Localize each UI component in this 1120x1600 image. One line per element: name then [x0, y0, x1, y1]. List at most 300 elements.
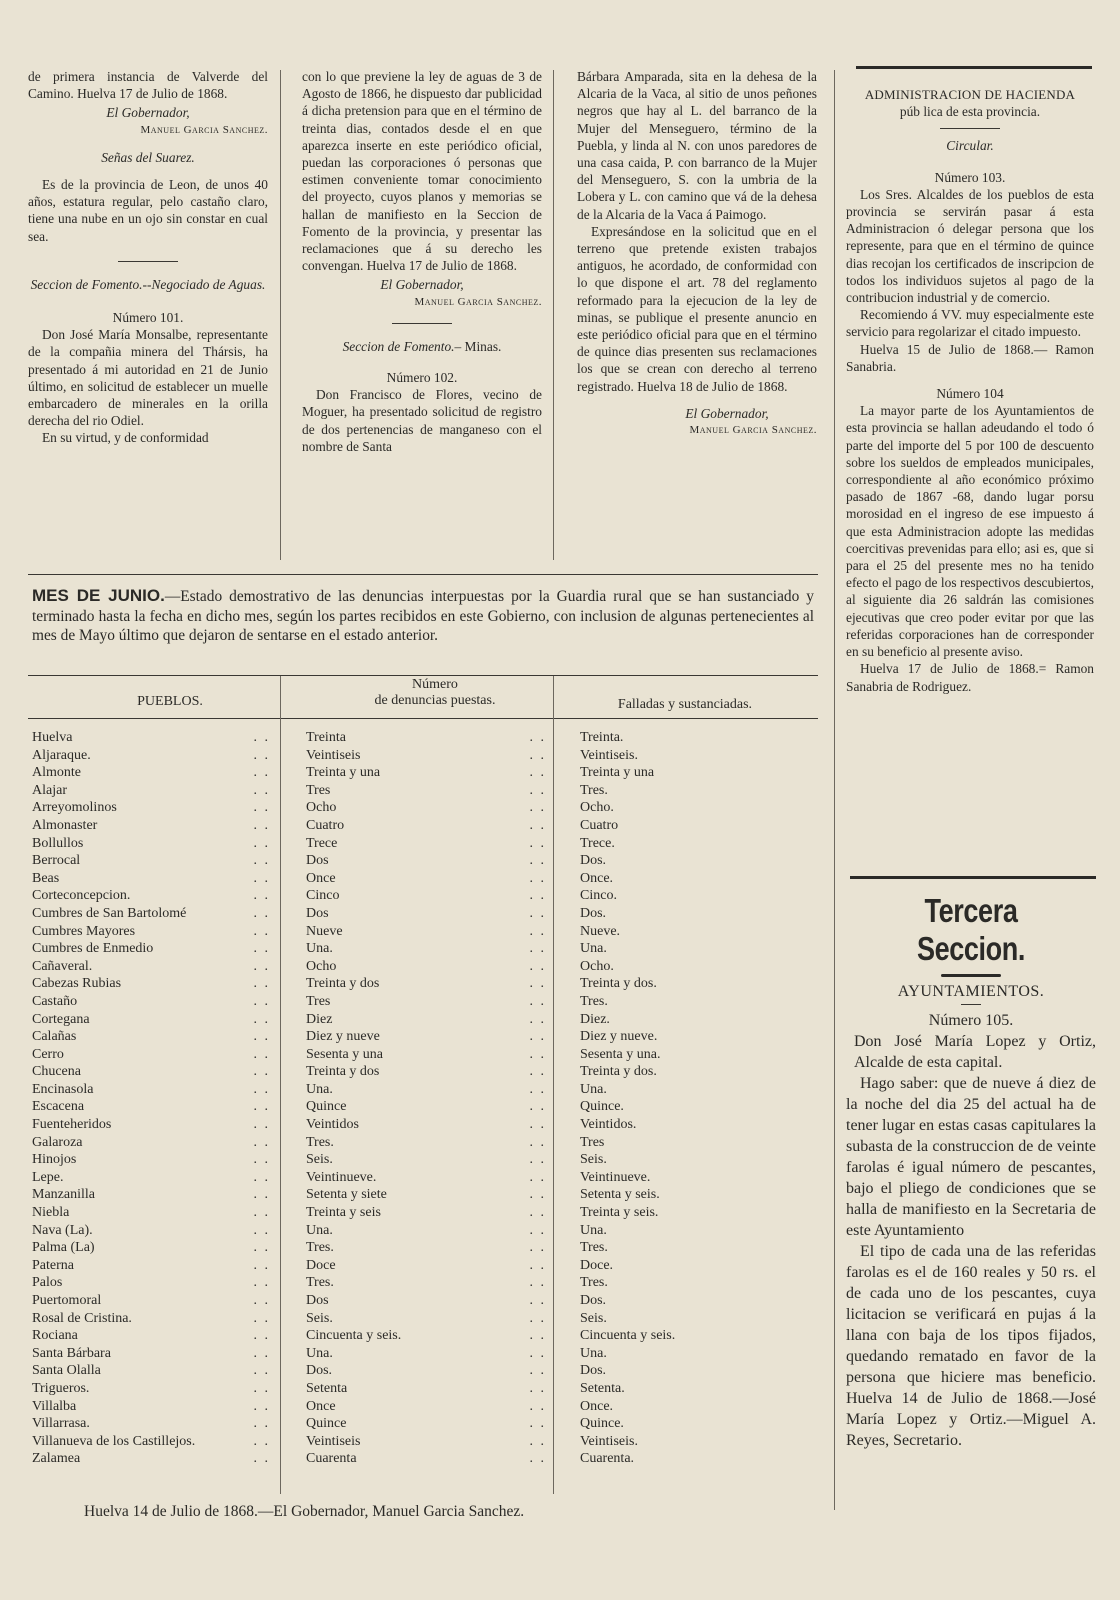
col4-heading: ADMINISTRACION DE HACIENDA	[864, 87, 1076, 102]
col1-section-heading: Seccion de Fomento.--Negociado de Aguas.	[30, 276, 266, 292]
table-row	[580, 747, 812, 765]
table-cell-pueblo: Alajar	[32, 782, 67, 798]
table-row	[306, 1098, 546, 1116]
table-row	[306, 1415, 546, 1433]
table-row	[32, 958, 270, 976]
table-row	[306, 958, 546, 976]
column-rule	[280, 70, 281, 560]
table-cell-falladas: Treinta.	[580, 730, 624, 745]
table-cell-falladas: Once.	[580, 1398, 614, 1414]
leader-dots: . .	[529, 958, 546, 974]
table-cell-pueblo: Bollullos	[32, 835, 84, 851]
table-row	[580, 1169, 812, 1187]
leader-dots: . .	[529, 1293, 546, 1308]
table-cell-falladas: Ocho.	[580, 958, 614, 974]
table-row	[32, 1046, 270, 1064]
table-row	[580, 1186, 812, 1204]
table-cell-falladas: Tres.	[580, 782, 608, 798]
table-cell-falladas: Ocho.	[580, 800, 614, 816]
table-row	[306, 975, 546, 993]
table-cell-falladas: Setenta.	[580, 1380, 625, 1396]
col2-section-sub: – Minas.	[454, 338, 502, 354]
header-numero-line2: de denuncias puestas.	[374, 693, 496, 708]
leader-dots: . .	[529, 905, 546, 921]
leader-dots: . .	[529, 1451, 546, 1467]
table-row	[306, 993, 546, 1011]
table-cell-pueblo: Puertomoral	[32, 1293, 102, 1308]
leader-dots: . .	[529, 835, 546, 851]
leader-dots: . .	[253, 1451, 270, 1467]
table-cell-puestas: Diez	[306, 1011, 333, 1027]
table-cell-pueblo: Aljaraque.	[32, 747, 91, 763]
table-cell-pueblo: Castaño	[32, 993, 78, 1009]
column-rule	[834, 70, 835, 1510]
table-row	[580, 1011, 812, 1029]
leader-dots: . .	[529, 1187, 546, 1203]
table-row	[580, 1274, 812, 1292]
header-numero-line1: Número	[412, 677, 458, 692]
table-row	[580, 835, 812, 853]
table-row	[580, 870, 812, 888]
table-row	[32, 1063, 270, 1081]
leader-dots: . .	[529, 1117, 546, 1133]
leader-dots: . .	[253, 1064, 270, 1080]
leader-dots: . .	[529, 1222, 546, 1238]
table-row	[32, 1345, 270, 1363]
table-row	[306, 729, 546, 747]
table-row	[32, 1186, 270, 1204]
leader-dots: . .	[253, 1134, 270, 1150]
table-cell-pueblo: Palma (La)	[32, 1240, 95, 1256]
table-cell-pueblo: Cumbres de San Bartolomé	[32, 905, 187, 921]
table-cell-puestas: Treinta y dos	[306, 976, 380, 992]
leader-dots: . .	[529, 923, 546, 939]
leader-dots: . .	[253, 1416, 270, 1432]
table-row	[306, 799, 546, 817]
table-cell-falladas: Una.	[580, 1345, 607, 1361]
table-cell-falladas: Una.	[580, 1222, 607, 1238]
puestas-column	[306, 729, 546, 1468]
table-row	[32, 1380, 270, 1398]
table-cell-puestas: Treinta	[306, 730, 346, 745]
table-row	[32, 887, 270, 905]
table-row	[32, 852, 270, 870]
table-row	[580, 1204, 812, 1222]
leader-dots: . .	[529, 765, 546, 781]
table-cell-puestas: Cuatro	[306, 817, 345, 833]
table-row	[580, 923, 812, 941]
table-cell-falladas: Treinta y dos.	[580, 1064, 657, 1080]
table-row	[580, 993, 812, 1011]
ornament-rule	[941, 974, 1001, 977]
heavy-rule	[856, 66, 1092, 69]
table-row	[32, 1257, 270, 1275]
leader-dots: . .	[253, 1099, 270, 1115]
table-cell-pueblo: Palos	[32, 1275, 63, 1291]
table-row	[306, 764, 546, 782]
col1-intro: de primera instancia de Valverde del Camino. Huelva 17 de Julio de 1868.	[28, 69, 268, 102]
leader-dots: . .	[253, 835, 270, 851]
table-cell-falladas: Dos.	[580, 853, 607, 869]
leader-dots: . .	[253, 1328, 270, 1344]
header-numero	[330, 677, 540, 709]
col2-numero: Número 102.	[386, 370, 458, 386]
table-row	[32, 993, 270, 1011]
table-cell-puestas: Tres.	[306, 1240, 334, 1256]
table-row	[306, 1222, 546, 1240]
leader-dots: . .	[529, 1046, 546, 1062]
table-row	[306, 1011, 546, 1029]
col4-p6: Don José María Lopez y Ortiz, Alcalde de esta capital.	[854, 1033, 1096, 1071]
table-cell-falladas: Dos.	[580, 905, 607, 921]
leader-dots: . .	[529, 888, 546, 904]
leader-dots: . .	[529, 1205, 546, 1221]
table-row	[32, 817, 270, 835]
table-row	[306, 1433, 546, 1451]
table-cell-puestas: Treinta y dos	[306, 1064, 380, 1080]
table-row	[306, 923, 546, 941]
table-cell-pueblo: Cortegana	[32, 1011, 90, 1027]
table-column-rule	[280, 676, 281, 1494]
header-falladas: Falladas y sustanciadas.	[617, 697, 753, 712]
leader-dots: . .	[529, 747, 546, 763]
leader-dots: . .	[529, 1169, 546, 1185]
leader-dots: . .	[529, 1345, 546, 1361]
table-cell-falladas: Cuarenta.	[580, 1451, 635, 1467]
table-cell-pueblo: Cumbres Mayores	[32, 923, 136, 939]
col1-signature-name: Manuel Garcia Sanchez.	[140, 123, 268, 136]
table-cell-puestas: Treinta y una	[306, 765, 381, 781]
table-cell-puestas: Veintiseis	[306, 747, 361, 763]
table-cell-puestas: Ocho	[306, 800, 337, 816]
table-cell-falladas: Tres.	[580, 1240, 608, 1256]
table-cell-pueblo: Paterna	[32, 1257, 74, 1273]
table-cell-pueblo: Manzanilla	[32, 1187, 95, 1203]
table-cell-puestas: Dos	[306, 853, 329, 869]
column-4	[846, 86, 1094, 695]
leader-dots: . .	[253, 905, 270, 921]
col2-signature-title: El Gobernador,	[380, 277, 464, 293]
table-row	[306, 1327, 546, 1345]
leader-dots: . .	[253, 1187, 270, 1203]
table-cell-pueblo: Santa Olalla	[32, 1363, 101, 1379]
leader-dots: . .	[529, 1257, 546, 1273]
leader-dots: . .	[529, 1152, 546, 1168]
table-row	[32, 1134, 270, 1152]
table-cell-puestas: Tres.	[306, 1275, 334, 1291]
table-row	[32, 940, 270, 958]
col1-body: Don José María Monsalbe, representante de la compañia minera del Thársis, ha presentado á mi autoridad en 21 de Junio último, en solicitud de establecer un muelle embarcadero de minerales en la orilla derecha del rio Odiel.	[28, 327, 268, 429]
table-row	[580, 887, 812, 905]
table-cell-puestas: Once	[306, 870, 336, 886]
table-row	[306, 1274, 546, 1292]
leader-dots: . .	[253, 1169, 270, 1185]
leader-dots: . .	[529, 1416, 546, 1432]
table-row	[32, 1398, 270, 1416]
leader-dots: . .	[253, 817, 270, 833]
leader-dots: . .	[529, 817, 546, 833]
table-cell-falladas: Setenta y seis.	[580, 1187, 660, 1203]
col4-numero-103: Número 103.	[934, 169, 1006, 185]
table-header-rule-bottom	[28, 718, 818, 719]
table-cell-puestas: Quince	[306, 1416, 347, 1432]
leader-dots: . .	[253, 1240, 270, 1256]
table-row	[32, 729, 270, 747]
table-cell-falladas: Treinta y seis.	[580, 1205, 659, 1221]
table-row	[306, 835, 546, 853]
estado-heading	[32, 586, 814, 646]
table-cell-pueblo: Villalba	[32, 1398, 77, 1414]
table-row	[32, 870, 270, 888]
leader-dots: . .	[529, 1398, 546, 1414]
leader-dots: . .	[253, 1398, 270, 1414]
leader-dots: . .	[529, 1011, 546, 1027]
table-rule-top	[28, 574, 818, 575]
leader-dots: . .	[253, 1275, 270, 1291]
table-cell-falladas: Una.	[580, 941, 607, 957]
leader-dots: . .	[253, 1081, 270, 1097]
table-row	[306, 1257, 546, 1275]
leader-dots: . .	[529, 782, 546, 798]
col2-section-heading	[302, 338, 542, 355]
col4-p3: Huelva 15 de Julio de 1868.— Ramon Sanabria.	[846, 341, 1094, 374]
table-row	[32, 1098, 270, 1116]
leader-dots: . .	[529, 1081, 546, 1097]
table-row	[580, 1098, 812, 1116]
col4-circular: Circular.	[946, 138, 994, 154]
leader-dots: . .	[253, 853, 270, 869]
col3-text: Bárbara Amparada, sita en la dehesa de la Alcaria de la Vaca, al sitio de unos peñones negros que hay al L. del barranco de la Mujer del Menseguero, término de la Puebla, y linda al N. con unos paredores de una casa caida, P. con barranco de la Mujer del Menseguero, S. con la umbria de la Lobera y L. con camino que vá de la dehesa de la Alcaria de la Vaca á Paimogo.	[577, 69, 817, 222]
leader-dots: . .	[253, 1152, 270, 1168]
table-row	[580, 729, 812, 747]
col2-body: Don Francisco de Flores, vecino de Moguer, ha presentado solicitud de registro de dos pertenencias de manganeso con el nombre de Santa	[302, 387, 542, 454]
table-row	[580, 958, 812, 976]
table-row	[580, 1327, 812, 1345]
table-cell-puestas: Tres.	[306, 1134, 334, 1150]
table-row	[580, 1028, 812, 1046]
table-row	[580, 1116, 812, 1134]
leader-dots: . .	[253, 1433, 270, 1449]
col2-text: con lo que previene la ley de aguas de 3 de Agosto de 1866, he dispuesto dar publicidad á dicha pretension para que en el término de treinta dias, contados desde el en que aparezca inserte en este periódico oficial, puedan las corporaciones ó personas que estimen conveniente tomar conocimiento del proyecto, cuyos planos y memorias se hallan de manifiesto en la Seccion de Fomento de la provincia, y presentar las reclamaciones que á su derecho les convengan. Huelva 17 de Julio de 1868.	[302, 69, 542, 274]
table-cell-falladas: Once.	[580, 870, 614, 886]
leader-dots: . .	[529, 941, 546, 957]
table-cell-pueblo: Arreyomolinos	[32, 800, 117, 816]
header-pueblos: PUEBLOS.	[137, 694, 203, 709]
table-row	[306, 1239, 546, 1257]
table-cell-pueblo: Encinasola	[32, 1081, 94, 1097]
column-3	[577, 68, 817, 439]
table-cell-pueblo: Cabezas Rubias	[32, 976, 122, 992]
table-cell-falladas: Cincuenta y seis.	[580, 1328, 676, 1344]
table-cell-falladas: Tres.	[580, 1275, 608, 1291]
table-row	[32, 1362, 270, 1380]
leader-dots: . .	[529, 1134, 546, 1150]
table-row	[32, 764, 270, 782]
table-row	[306, 887, 546, 905]
table-row	[32, 1433, 270, 1451]
table-row	[32, 1415, 270, 1433]
col4-p1: Los Sres. Alcaldes de los pueblos de esta provincia se servirán pasar á esta Administracion ó delegar persona que los represente, para que en el término de quince dias recojan los certificados de inscripcion de todos los individuos sujetos al pago de la contribucion industrial y de comercio.	[846, 186, 1094, 306]
leader-dots: . .	[529, 853, 546, 869]
leader-dots: . .	[529, 1328, 546, 1344]
table-row	[580, 1415, 812, 1433]
table-cell-pueblo: Huelva	[32, 730, 73, 745]
table-row	[306, 747, 546, 765]
table-row	[32, 747, 270, 765]
table-row	[580, 1081, 812, 1099]
col3-signature-title: El Gobernador,	[685, 405, 769, 421]
col2-section-title: Seccion de Fomento.	[342, 338, 455, 354]
table-row	[32, 923, 270, 941]
table-cell-falladas: Diez.	[580, 1011, 610, 1027]
table-cell-pueblo: Almonaster	[32, 817, 98, 833]
table-row	[32, 1310, 270, 1328]
table-cell-puestas: Tres	[306, 993, 331, 1009]
column-2	[302, 68, 542, 455]
estado-text: —Estado demostrativo de las denuncias interpuestas por la Guardia rural que se han sustanciado y terminado hasta la fecha en dicho mes, según los partes recibidos en este Gobierno, con inclusion de algunas pertenecientes al mes de Mayo último que dejaron de sentarse en el estado anterior.	[32, 588, 814, 644]
table-row	[306, 905, 546, 923]
leader-dots: . .	[253, 747, 270, 763]
table-row	[32, 1222, 270, 1240]
leader-dots: . .	[529, 1240, 546, 1256]
leader-dots: . .	[529, 870, 546, 886]
col4-p8: El tipo de cada una de las referidas farolas es el de 160 reales y 50 rs. el de cada uno de los pescantes, cuya licitacion se verificará en pujas á la llana con baja de los tipos fijados, quedando rematado en favor de la persona que hiciere mas beneficio. Huelva 14 de Julio de 1868.—José María Lopez y Ortiz.—Miguel A. Reyes, Secretario.	[846, 1243, 1096, 1449]
table-row	[580, 782, 812, 800]
table-cell-pueblo: Rosal de Cristina.	[32, 1310, 132, 1326]
table-row	[580, 1345, 812, 1363]
col1-signature-title: El Gobernador,	[106, 105, 190, 121]
leader-dots: . .	[253, 958, 270, 974]
leader-dots: . .	[253, 1029, 270, 1045]
table-row	[306, 1134, 546, 1152]
col1-senas-heading: Señas del Suarez.	[101, 149, 195, 165]
leader-dots: . .	[529, 1064, 546, 1080]
table-cell-puestas: Cincuenta y seis.	[306, 1328, 402, 1344]
column-1	[28, 68, 268, 447]
table-row	[306, 1028, 546, 1046]
leader-dots: . .	[253, 923, 270, 939]
leader-dots: . .	[529, 1099, 546, 1115]
table-cell-puestas: Tres	[306, 782, 331, 798]
table-cell-pueblo: Lepe.	[32, 1169, 64, 1185]
leader-dots: . .	[253, 993, 270, 1009]
table-row	[580, 1063, 812, 1081]
table-cell-puestas: Diez y nueve	[306, 1029, 380, 1045]
col1-senas-text: Es de la provincia de Leon, de unos 40 años, estatura regular, pelo castaño claro, tiene una nube en un ojo sin constar en cual sea.	[28, 177, 268, 244]
leader-dots: . .	[253, 1257, 270, 1273]
leader-dots: . .	[253, 941, 270, 957]
table-row	[580, 1151, 812, 1169]
leader-dots: . .	[529, 1029, 546, 1045]
table-row	[306, 1081, 546, 1099]
table-cell-pueblo: Trigueros.	[32, 1380, 90, 1396]
leader-dots: . .	[253, 1310, 270, 1326]
divider	[940, 128, 1000, 129]
table-row	[32, 1011, 270, 1029]
table-cell-falladas: Veintinueve.	[580, 1169, 651, 1185]
table-cell-pueblo: Rociana	[32, 1328, 78, 1344]
table-row	[32, 1116, 270, 1134]
col4-p2: Recomiendo á VV. muy especialmente este servicio para regolarizar el citado impuesto.	[846, 307, 1094, 340]
table-row	[32, 1274, 270, 1292]
leader-dots: . .	[253, 1222, 270, 1238]
falladas-column	[580, 729, 812, 1468]
leader-dots: . .	[529, 1433, 546, 1449]
col4-numero-105: Número 105.	[928, 1012, 1014, 1029]
table-row	[306, 1063, 546, 1081]
leader-dots: . .	[253, 870, 270, 886]
table-cell-falladas: Doce.	[580, 1257, 614, 1273]
leader-dots: . .	[253, 1046, 270, 1062]
table-row	[306, 1345, 546, 1363]
table-cell-falladas: Treinta y una	[580, 765, 655, 781]
table-cell-falladas: Dos.	[580, 1363, 607, 1379]
col1-body2: En su virtud, y de conformidad	[42, 430, 209, 446]
table-row	[32, 835, 270, 853]
table-cell-puestas: Setenta y siete	[306, 1187, 387, 1203]
leader-dots: . .	[529, 1310, 546, 1326]
table-row	[580, 1257, 812, 1275]
table-cell-puestas: Seis.	[306, 1152, 333, 1168]
table-cell-falladas: Sesenta y una.	[580, 1046, 661, 1062]
table-row	[306, 1292, 546, 1310]
table-cell-puestas: Dos.	[306, 1363, 333, 1379]
table-row	[32, 1081, 270, 1099]
leader-dots: . .	[529, 730, 546, 745]
table-row	[580, 817, 812, 835]
table-row	[306, 1116, 546, 1134]
table-cell-puestas: Quince	[306, 1099, 347, 1115]
table-cell-falladas: Nueve.	[580, 923, 621, 939]
leader-dots: . .	[529, 993, 546, 1009]
table-cell-pueblo: Berrocal	[32, 853, 81, 869]
table-row	[32, 905, 270, 923]
leader-dots: . .	[253, 765, 270, 781]
table-row	[306, 1380, 546, 1398]
leader-dots: . .	[253, 1011, 270, 1027]
table-cell-falladas: Quince.	[580, 1099, 624, 1115]
leader-dots: . .	[253, 730, 270, 745]
leader-dots: . .	[529, 800, 546, 816]
table-cell-pueblo: Zalamea	[32, 1451, 81, 1467]
leader-dots: . .	[253, 1205, 270, 1221]
table-row	[32, 782, 270, 800]
table-cell-pueblo: Corteconcepcion.	[32, 888, 131, 904]
table-cell-puestas: Dos	[306, 905, 329, 921]
col4-p7: Hago saber: que de nueve á diez de la noche del dia 25 del actual ha de tener lugar en estas casas capitulares la subasta de la construccion de de veinte farolas é igual número de pescantes, bajo el pliego de condiciones que se halla de manifiesto en la Secretaria de este Ayuntamiento	[846, 1075, 1096, 1239]
table-row	[32, 975, 270, 993]
table-cell-puestas: Veintidos	[306, 1117, 359, 1133]
table-row	[32, 1028, 270, 1046]
table-cell-puestas: Nueve	[306, 923, 343, 939]
table-cell-pueblo: Hinojos	[32, 1152, 77, 1168]
table-row	[306, 1186, 546, 1204]
col1-numero: Número 101.	[112, 310, 184, 326]
table-cell-pueblo: Almonte	[32, 765, 81, 781]
leader-dots: . .	[253, 1380, 270, 1396]
table-cell-pueblo: Cumbres de Enmedio	[32, 941, 154, 957]
leader-dots: . .	[529, 1380, 546, 1396]
table-cell-falladas: Quince.	[580, 1416, 624, 1432]
leader-dots: . .	[253, 1117, 270, 1133]
table-row	[580, 1433, 812, 1451]
table-cell-falladas: Veintiseis.	[580, 1433, 638, 1449]
table-row	[32, 1239, 270, 1257]
table-cell-puestas: Treinta y seis	[306, 1205, 381, 1221]
table-row	[580, 975, 812, 993]
table-cell-pueblo: Chucena	[32, 1064, 81, 1080]
leader-dots: . .	[529, 1363, 546, 1379]
